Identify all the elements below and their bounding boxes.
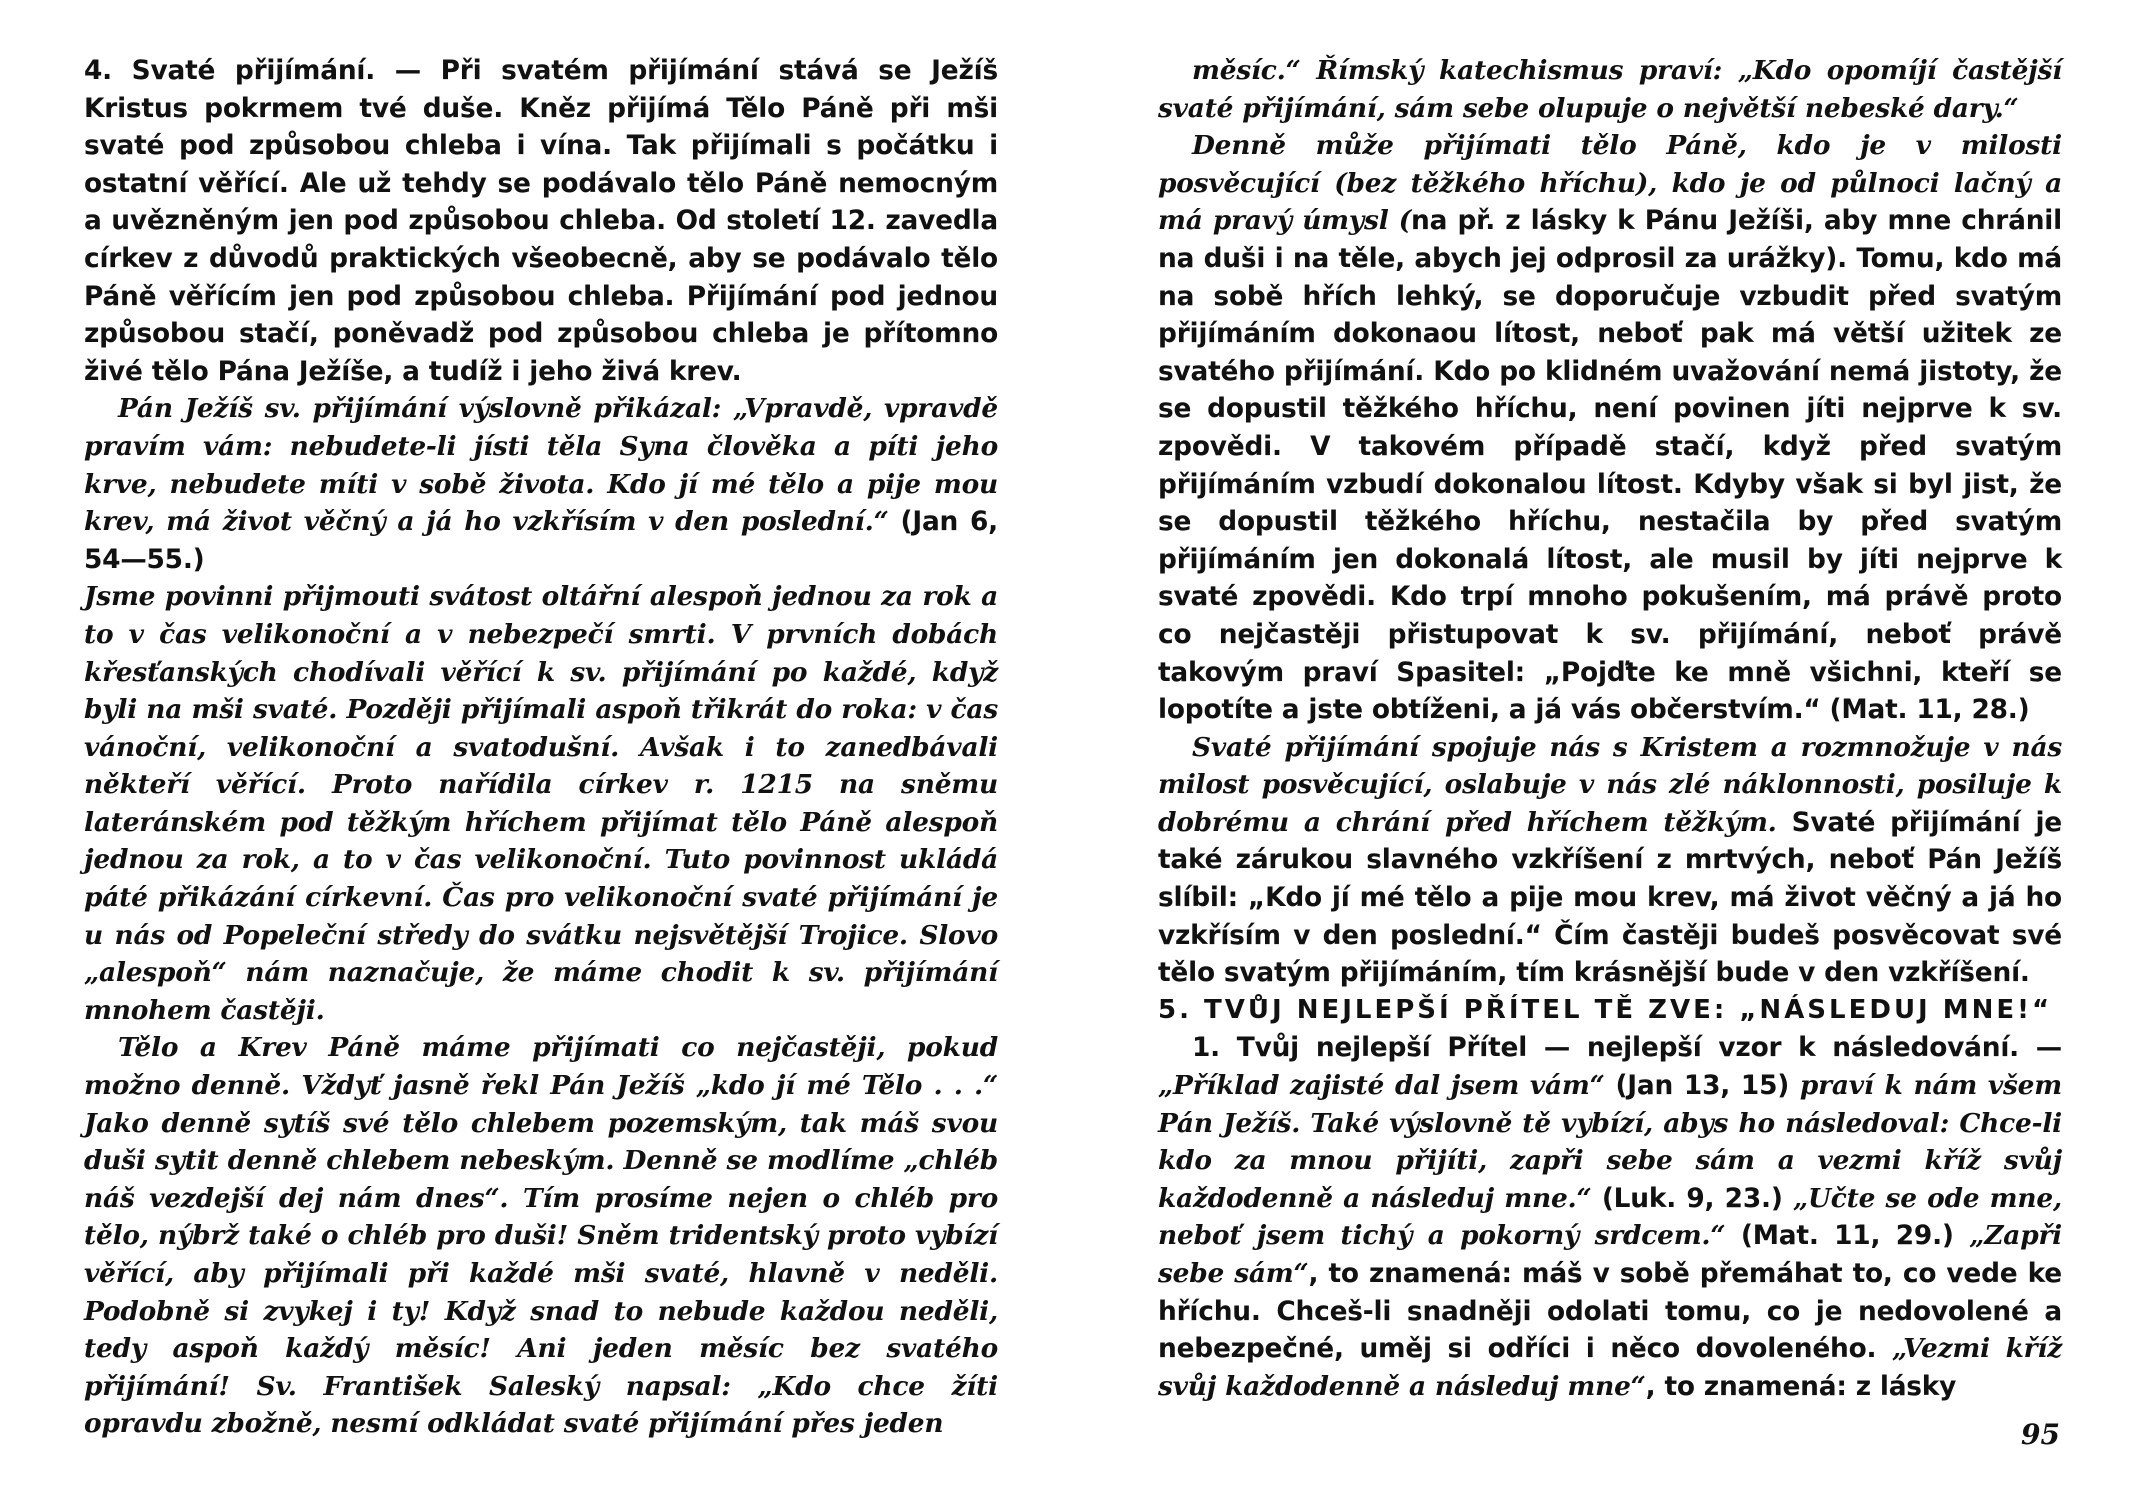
bible-reference: (Jan 6, 54—55.): [84, 506, 999, 575]
paragraph-text-italic: Svaté přijímání spojuje nás s Kristem a rozmnožuje v nás milost posvěcující, oslabuje v nás zlé náklonnosti, posiluje k dobrému a chrání před hříchem těžkým.: [1158, 731, 2062, 838]
right-page: [1158, 52, 2062, 1405]
section-5-heading: 5. TVŮJ NEJLEPŠÍ PŘÍTEL TĚ ZVE: „NÁSLEDUJ MNE!“: [1158, 994, 2053, 1025]
paragraph-casto: [84, 1029, 998, 1443]
quote-italic: „Učte se ode mne, neboť jsem tichý a pokorný srdcem.“: [1158, 1182, 2062, 1252]
paragraph-povinnost: [84, 578, 998, 1029]
paragraph-text: na př. z lásky k Pánu Ježíši, aby mne chránil na duši i na těle, abych jej odprosil za urážky). Tomu, kdo má na sobě hřích lehký, se doporučuje vzbudit před svatým přijímáním dokonaou lítost, neboť pak má větší užitek ze svatého přijímání. Kdo po klidném uvažování nemá jistoty, že se dopustil těžkého hříchu, není povinen jíti nejprve k sv. zpovědi. V takovém případě stačí, když před svatým přijímáním vzbudí dokonalou lítost. Kdyby však si byl jist, že se dopustil těžkého hříchu, nestačila by před svatým přijímáním jen dokonalá lítost, ale musil by jíti nejprve k svaté zpovědi. Kdo trpí mnoho pokušením, má právě proto co nejčastěji přistupovat k sv. přijímání, neboť právě takovým praví Spasitel: „Pojďte ke mně všichni, kteří se lopotíte a jste obtíženi, a já vás občerstvím.“ (Mat. 11, 28.): [1158, 205, 2063, 726]
paragraph-vzor: [1158, 1029, 2062, 1405]
paragraph-text: Při svatém přijímání stává se Ježíš Kristus pokrmem tvé duše. Kněz přijímá Tělo Páně při mši svaté pod způsobou chleba i vína. Tak přijímali s počátku i ostatní věřící. Ale už tehdy se podávalo tělo Páně nemocným a uvězněným jen pod způsobou chleba. Od století 12. zavedla církev z důvodů praktických všeobecně, aby se podávalo tělo Páně věřícím jen pod způsobou chleba. Přijímání pod jednou způsobou stačí, poněvadž pod způsobou chleba je přítomno živé tělo Pána Ježíše, a tudíž i jeho živá krev.: [84, 55, 998, 387]
quote-italic: „Vezmi kříž svůj každodenně a následuj mne“: [1158, 1333, 2062, 1402]
bible-reference: (Jan 13, 15): [1604, 1070, 1800, 1102]
quote-italic: praví k nám všem Pán Ježíš. Také výslovně tě vybízí, abys ho následoval: Chce-li kdo za mnou přijíti, zapři sebe sám a vezmi kříž svůj každodenně a následuj mne.“: [1158, 1070, 2062, 1214]
left-page: [84, 52, 998, 1443]
paragraph-katechismus: [1158, 52, 2062, 127]
paragraph-text: , to znamená: máš v sobě přemáhat to, co vede ke hříchu. Chceš-li snadněji odolati tomu, co je nedovolené a nebezpečné, uměj si odříci i něco dovoleného.: [1158, 1258, 2062, 1365]
bible-reference: (Luk. 9, 23.): [1591, 1182, 1793, 1214]
paragraph-ucinky: [1158, 729, 2062, 992]
subsection-title: 1. Tvůj nejlepší Přítel — nejlepší vzor k následování. —: [1192, 1032, 2062, 1064]
paragraph-text: , to znamená: z lásky: [1645, 1370, 1957, 1402]
paragraph-text: Svaté přijímání je také zárukou slavného vzkříšení z mrtvých, neboť Pán Ježíš slíbil: „Kdo jí mé tělo a pije mou krev, má život věčný a já ho vzkřísím v den poslední.“ Čím častěji budeš posvěcovat své tělo svatým přijímáním, tím krásnější bude v den vzkříšení.: [1158, 806, 2062, 989]
section-4-title: 4. Svaté přijímání. —: [84, 55, 421, 86]
page-number: 95: [2021, 1418, 2060, 1451]
paragraph-text-italic: Jsme povinni přijmouti svátost oltářní alespoň jednou za rok a to v čas velikonoční a v nebezpečí smrti. V prvních dobách křesťanských chodívali věřící k sv. přijímání po každé, když byli na mši svaté. Později přijímali aspoň třikrát do roka: v čas vánoční, velikonoční a svatodušní. Avšak i to zanedbávali někteří věřící. Proto nařídila církev r. 1215 na sněmu lateránském pod těžkým hříchem přijímat tělo Páně alespoň jednou za rok, a to v čas velikonoční. Tuto povinnost ukládá páté přikázání církevní. Čas pro velikonoční svaté přijímání je u nás od Popeleční středy do svátku nejsvětější Trojice. Slovo „alespoň“ nám naznačuje, že máme chodit k sv. přijímání mnohem častěji.: [84, 581, 998, 1026]
quote-italic: „Zapři sebe sám“: [1158, 1220, 2062, 1289]
paragraph-text-italic: Denně může přijímati tělo Páně, kdo je v milosti posvěcující (bez těžkého hříchu), kdo je od půlnoci lačný a má pravý úmysl (: [1158, 130, 2062, 237]
paragraph-text-italic: měsíc.“ Římský katechismus praví: „Kdo opomíjí častější svaté přijímání, sám sebe olupuje o největší nebeské dary.“: [1158, 55, 2062, 124]
paragraph-prikaz: [84, 390, 998, 578]
paragraph-svate-prijimani: [84, 52, 998, 390]
quote-italic: „Příklad zajisté dal jsem vám“: [1158, 1070, 1605, 1102]
bible-reference: (Mat. 11, 29.): [1725, 1220, 1970, 1252]
paragraph-text-italic: Tělo a Krev Páně máme přijímati co nejčastěji, pokud možno denně. Vždyť jasně řekl Pán Ježíš „kdo jí mé Tělo . . .“ Jako denně sytíš své tělo chlebem pozemským, tak máš svou duši sytit denně chlebem nebeským. Denně se modlíme „chléb náš vezdejší dej nám dnes“. Tím prosíme nejen o chléb pro tělo, nýbrž také o chléb pro duši! Sněm tridentský proto vybízí věřící, aby přijímali při každé mši svaté, hlavně v neděli. Podobně si zvykej i ty! Když snad to nebude každou neděli, tedy aspoň každý měsíc! Ani jeden měsíc bez svatého přijímání! Sv. František Saleský napsal: „Kdo chce žíti opravdu zbožně, nesmí odkládat svaté přijímání přes jeden: [84, 1032, 998, 1440]
paragraph-denne: [1158, 127, 2062, 729]
paragraph-text-italic: Pán Ježíš sv. přijímání výslovně přikázal: „Vpravdě, vpravdě pravím vám: nebudete-li jísti těla Syna člověka a píti jeho krve, nebudete míti v sobě života. Kdo jí mé tělo a pije mou krev, má život věčný a já ho vzkřísím v den poslední.“: [84, 393, 998, 538]
